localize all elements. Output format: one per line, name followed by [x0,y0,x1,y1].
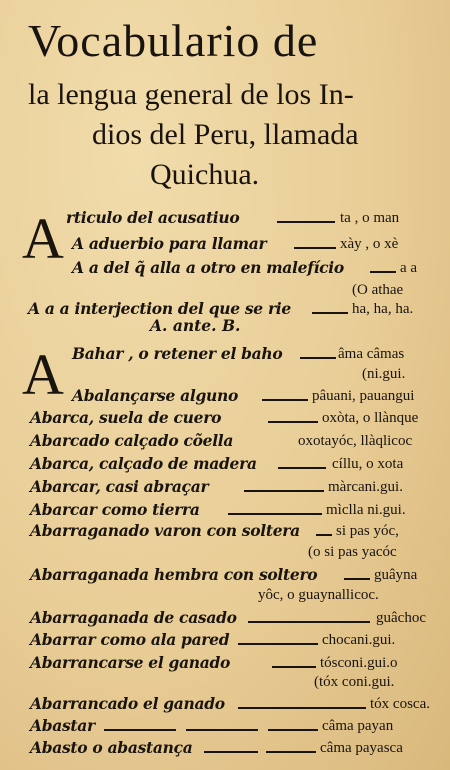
entry-quechua: câma payasca [320,740,403,756]
entry-spanish: Abarraganada de casado [30,608,237,627]
entry-quechua: ha, ha, ha. [352,301,414,317]
entry-quechua: mìclla ni.gui. [326,502,406,518]
entry-quechua: oxòta, o llànque [322,410,419,426]
entry-quechua: oxotayóc, llàqlicoc [298,433,413,449]
entry-row [0,257,450,279]
entry-rule [238,643,318,645]
entry-rule [248,621,370,623]
entry-rule [278,467,326,469]
title-line-1: Vocabulario de [28,15,319,66]
entry-spanish: Abarrar como ala pared [30,630,230,649]
entry-spanish: Abarcar, casi abraçar [30,477,209,496]
entry-row [0,607,450,629]
entry-spanish: Abarca, calçado de madera [30,454,257,473]
entry-quechua: tósconi.gui.o [320,655,398,671]
entry-row [0,541,450,563]
entry-rule [238,707,366,709]
entry-rule [300,357,336,359]
entry-spanish: Abarcado calçado cõella [30,431,234,450]
entry-quechua: si pas yóc, [336,523,399,539]
entry-continuation: (ni.gui. [362,366,406,382]
entry-rule [228,513,322,515]
entry-row [0,629,450,651]
entry-rule [272,666,316,668]
entry-row [0,693,450,715]
drop-cap-a: A [22,206,64,271]
entry-spanish: A aduerbio para llamar [72,234,267,253]
entry-rule [262,399,308,401]
entry-quechua: a a [400,260,418,276]
entry-spanish: rticulo del acusatiuo [66,208,240,227]
entry-row [0,520,450,542]
entry-row [0,233,450,255]
entry-spanish: Abarraganada hembra con soltero [30,565,318,584]
entry-row [0,499,450,521]
entry-spanish: Abalançarse alguno [72,386,238,405]
title-line-2: la lengua general de los In- [28,78,354,111]
entry-quechua: ta , o man [340,210,400,226]
drop-cap-a: A [22,342,64,407]
entry-rule [316,534,332,536]
entry-quechua: âma câmas [338,346,405,362]
entry-rule [312,312,348,314]
entry-row [0,407,450,429]
entry-row [0,737,450,759]
entry-rule [268,421,318,423]
entry-quechua: cíllu, o xota [332,456,404,472]
entry-row [0,584,450,606]
entry-spanish: Abarcar como tierra [30,500,200,519]
entry-rule [204,751,258,753]
entry-continuation: (o si pas yacóc [308,544,397,560]
entry-spanish: Abarrancarse el ganado [30,653,231,672]
entry-spanish: A a del q̃ alla a otro en malefício [72,258,344,277]
section-heading: A. ante. B. [150,316,241,335]
entry-quechua: màrcani.gui. [328,479,403,495]
entry-spanish: A a a interjection del que se rie [28,299,291,318]
entry-spanish: Abasto o abastança [30,738,193,757]
entry-row [0,430,450,452]
entry-quechua: guâyna [374,567,418,583]
entry-row [0,715,450,737]
entry-rule [266,751,316,753]
entry-quechua: guâchoc [376,610,426,626]
entry-spanish: Abarrancado el ganado [30,694,225,713]
entry-quechua: pâuani, pauangui [312,388,415,404]
entry-row [0,385,450,407]
entry-spanish: Abarraganado varon con soltera [30,521,300,540]
entry-rule [294,247,336,249]
entry-rule [104,729,176,731]
entry-row [0,453,450,475]
entry-rule [344,578,370,580]
entry-row [0,363,450,385]
entry-row [0,476,450,498]
entry-rule [186,729,258,731]
entry-continuation: (O athae [352,282,404,298]
entry-rule [244,490,324,492]
entry-rule [370,271,396,273]
entry-row [0,671,450,693]
title-line-3: dios del Peru, llamada [92,118,359,151]
entry-rule [277,221,335,223]
entry-spanish: Abastar [30,716,95,735]
entry-quechua: xày , o xè [340,236,399,252]
entry-quechua: chocani.gui. [322,632,396,648]
entry-quechua: câma payan [322,718,394,734]
title-line-4: Quichua. [150,158,260,191]
entry-row [0,564,450,586]
entry-rule [268,729,318,731]
entry-spanish: Bahar , o retener el baho [72,344,283,363]
entry-row [0,207,450,229]
entry-row [0,343,450,365]
entry-quechua: tóx cosca. [370,696,430,712]
entry-spanish: Abarca, suela de cuero [30,408,222,427]
entry-continuation: (tóx coni.gui. [314,674,395,690]
entry-continuation: yôc, o guaynallicoc. [258,587,379,603]
